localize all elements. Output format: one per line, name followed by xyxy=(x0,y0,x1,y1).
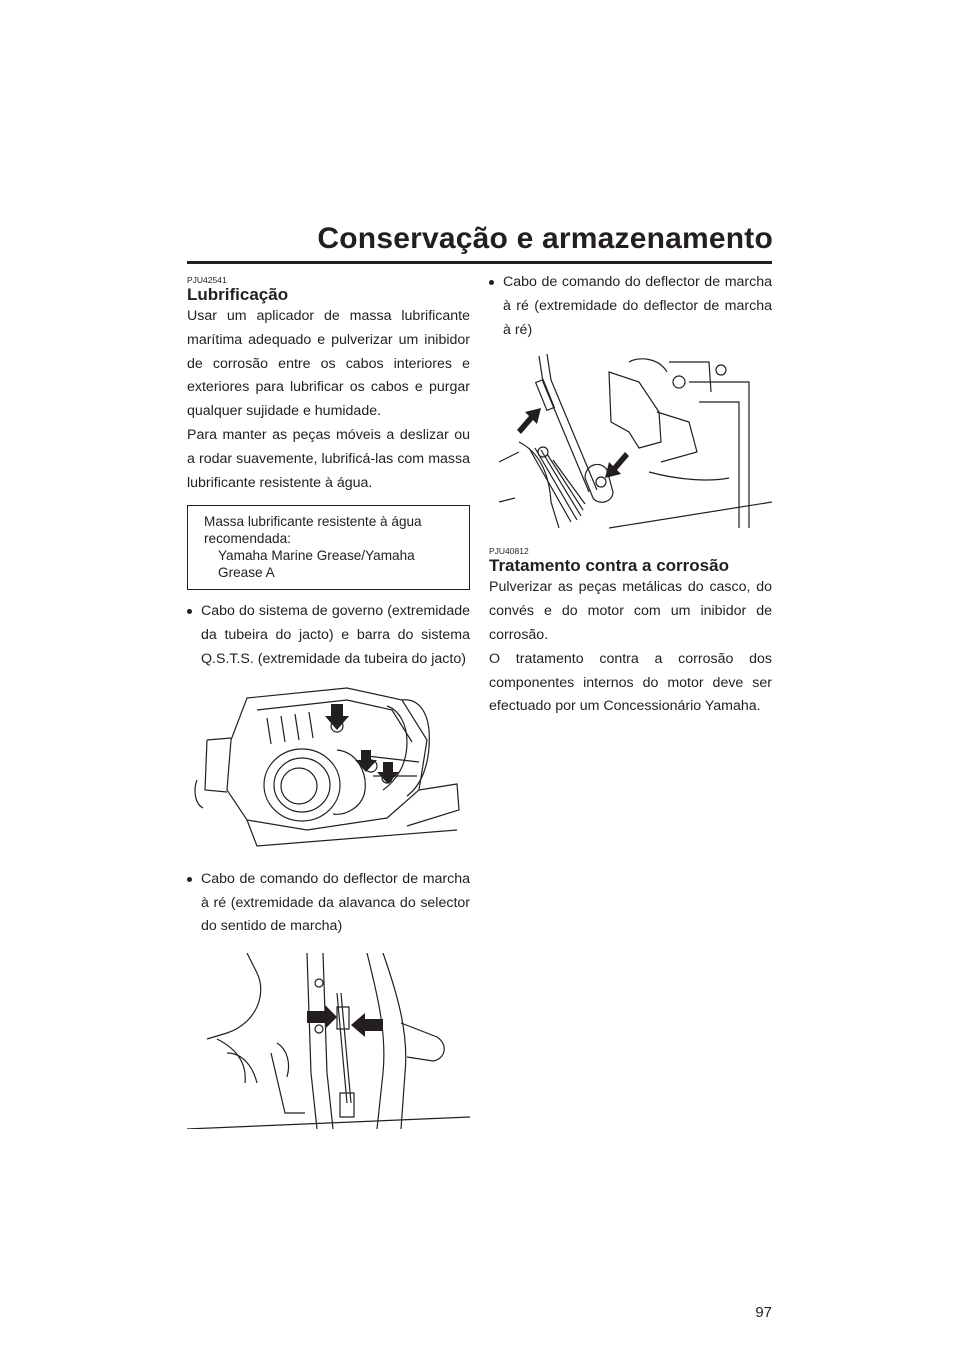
list-item-text: Cabo do sistema de governo (extremidade da tubeira do jacto) e barra do sistema Q.S.T.S. (extremidade da tubeira do jacto) xyxy=(201,603,470,667)
list-item-text: Cabo de comando do deflector de marcha à ré (extremidade do deflector de marcha à ré) xyxy=(503,274,772,338)
left-column xyxy=(187,272,470,1129)
header-rule xyxy=(187,261,772,264)
bullet-dot-icon xyxy=(489,280,494,285)
right-column xyxy=(489,271,772,719)
paragraph: Para manter as peças móveis a deslizar ou a rodar suavemente, lubrificá-las com massa lubrificante resistente à água. xyxy=(187,426,470,491)
section-code: PJU42541 xyxy=(187,275,227,285)
shift-lever-cable-illustration xyxy=(187,953,470,1129)
bullet-dot-icon xyxy=(187,609,192,614)
spec-box xyxy=(187,505,470,590)
list-item xyxy=(489,271,772,342)
section-heading-corrosion: Tratamento contra a corrosão xyxy=(489,556,729,576)
list-item xyxy=(187,868,470,939)
spec-value: Yamaha Marine Grease/Yamaha Grease A xyxy=(218,548,415,581)
list-item xyxy=(187,600,470,671)
paragraph: O tratamento contra a corrosão dos componentes internos do motor deve ser efectuado por um Concessionário Yamaha. xyxy=(489,650,772,715)
paragraph: Usar um aplicador de massa lubrificante marítima adequado e pulverizar um inibidor de corrosão entre os cabos interiores e exteriores para lubrificar os cabos e purgar qualquer sujidade e humidade. xyxy=(187,308,470,420)
bullet-dot-icon xyxy=(187,877,192,882)
page-title: Conservação e armazenamento xyxy=(317,222,773,255)
section-heading-lubrication: Lubrificação xyxy=(187,285,289,304)
section-code: PJU40812 xyxy=(489,546,529,557)
jet-nozzle-illustration xyxy=(187,680,470,852)
reverse-deflector-cable-illustration xyxy=(489,352,772,532)
page-number: 97 xyxy=(755,1304,772,1321)
spec-label: Massa lubrificante resistente à água recomendada: xyxy=(204,514,422,547)
paragraph: Pulverizar as peças metálicas do casco, do convés e do motor com um inibidor de corrosão. xyxy=(489,579,772,643)
list-item-text: Cabo de comando do deflector de marcha à ré (extremidade da alavanca do selector do sentido de marcha) xyxy=(201,870,470,935)
